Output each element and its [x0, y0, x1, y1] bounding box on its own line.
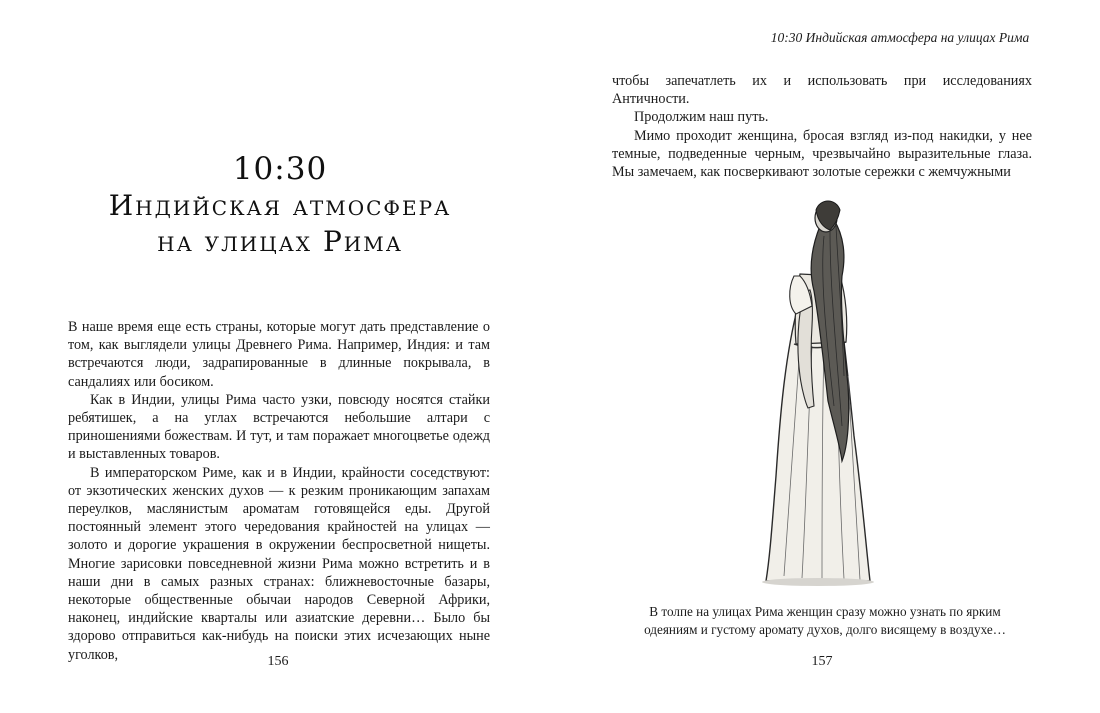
paragraph: Мимо проходит женщина, бросая взгляд из-под накидки, у нее темные, подведенные черным, чрезвычайно выразительные глаза. Мы замечаем, как посверкивают золотые сережки с жемчужными — [612, 127, 1032, 181]
chapter-time: 10:30 — [232, 151, 328, 187]
left-body-text — [68, 318, 490, 664]
right-page — [550, 0, 1100, 713]
chapter-title-line: на улицах Рима — [157, 225, 403, 258]
caption-line: В толпе на улицах Рима женщин сразу можно узнать по ярким — [649, 604, 1001, 619]
illustration-caption — [610, 603, 1040, 638]
caption-line: одеяниям и густому аромату духов, долго висящему в воздухе… — [644, 621, 1006, 637]
paragraph: Как в Индии, улицы Рима часто узки, повсюду носятся стайки ребятишек, а на углах встречаются небольшие алтари с приношениями божествам. И тут, и там поражает многоцветье одежд и выставленных товаров. — [68, 391, 490, 463]
page-number: 156 — [267, 654, 289, 669]
paragraph: В наше время еще есть страны, которые могут дать представление о том, как выглядели улицы Древнего Рима. Например, Индия: и там встречаются люди, задрапированные в длинные покрывала, в сандалиях или босиком. — [68, 319, 490, 390]
paragraph: Продолжим наш путь. — [634, 109, 769, 126]
paragraph: чтобы запечатлеть их и использовать при исследованиях Античности. — [612, 73, 1032, 108]
page-number: 157 — [811, 654, 833, 669]
woman-figure-illustration — [750, 196, 900, 588]
chapter-heading — [40, 150, 520, 260]
running-head: 10:30 Индийская атмосфера на улицах Рима — [770, 30, 1030, 45]
paragraph: В императорском Риме, как и в Индии, крайности соседствуют: от экзотических женских духов — к резким проникающим запахам переулков, маслянистым ароматам готовящейся еды. Другой постоянный элемент этого чередования крайностей на улицах — золото и дорогие украшения в окружении беспросветной нищеты. Многие зарисовки повседневной жизни Рима можно встретить и в наши дни в самых разных странах: ближневосточные базары, некоторые общественные обычаи народов Северной Африки, наконец, индийские кварталы или азиатские деревни… Было бы здорово отправиться как-нибудь на поиски этих исчезающих ныне уголков, — [68, 464, 490, 663]
right-body-text — [612, 72, 1032, 181]
chapter-title-line: Индийская атмосфера — [108, 189, 452, 222]
